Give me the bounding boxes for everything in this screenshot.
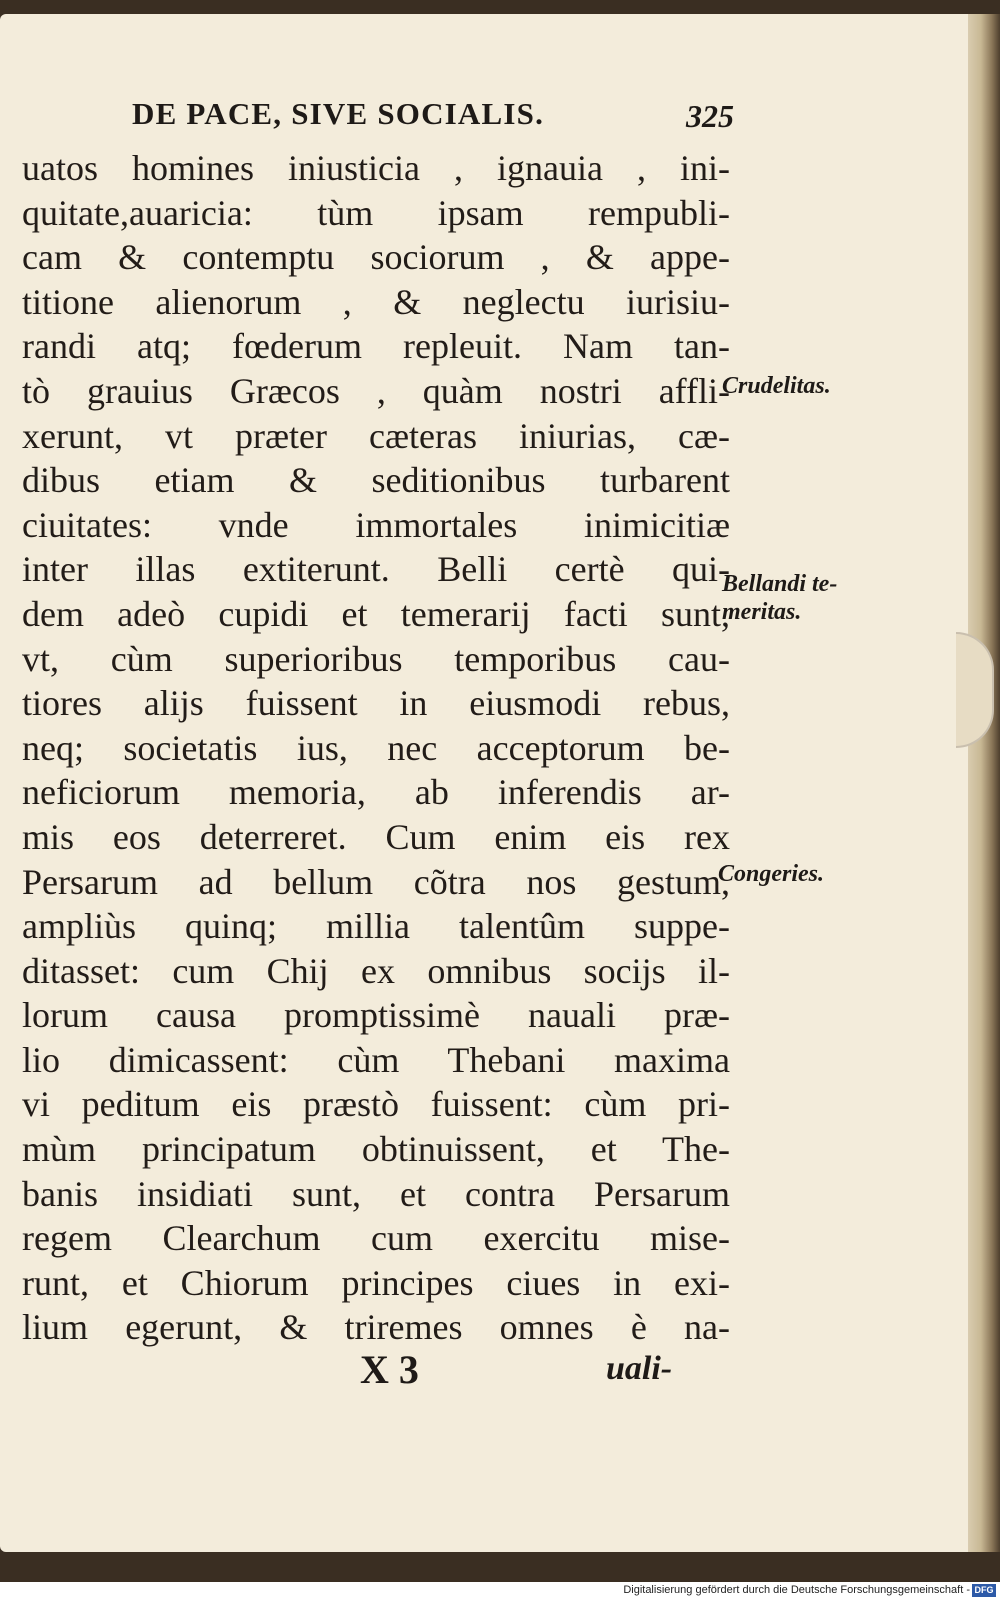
text-line: banis insidiati sunt, et contra Persarum: [22, 1173, 730, 1214]
text-line: neficiorum memoria, ab inferendis ar-: [22, 772, 730, 813]
signature-mark: X 3: [360, 1347, 419, 1392]
page-header: [132, 96, 752, 136]
page-number: 325: [686, 98, 734, 134]
text-line: lorum causa promptissimè nauali præ-: [22, 995, 730, 1036]
text-line: vt, cùm superioribus temporibus cau-: [22, 638, 730, 679]
text-line: quitate,auaricia: tùm ipsam rempubli-: [22, 192, 730, 233]
text-line: ditasset: cum Chij ex omnibus socijs il-: [22, 950, 730, 991]
digitization-credit: Digitalisierung gefördert durch die Deutsche Forschungsgemeinschaft -: [623, 1584, 970, 1596]
text-line: lium egerunt, & triremes omnes è na-: [22, 1307, 730, 1348]
page-edge: [968, 14, 1000, 1552]
text-line: xerunt, vt præter cæteras iniurias, cæ-: [22, 415, 730, 456]
text-line: tiores alijs fuissent in eiusmodi rebus,: [22, 683, 730, 724]
body-text: [22, 146, 730, 1350]
text-line: mùm principatum obtinuissent, et The-: [22, 1129, 730, 1170]
text-line: regem Clearchum cum exercitu mise-: [22, 1218, 730, 1259]
margin-note-crudelitas: Crudelitas.: [722, 373, 831, 399]
text-line: neq; societatis ius, nec acceptorum be-: [22, 727, 730, 768]
margin-note-bellandi: Bellandi te- meritas.: [722, 571, 838, 625]
text-line: ciuitates: vnde immortales inimicitiæ: [22, 504, 730, 545]
page-footer: [0, 1346, 968, 1396]
book-page: [0, 14, 968, 1552]
text-line: vi peditum eis præstò fuissent: cùm pri-: [22, 1084, 730, 1125]
credit-bar: [0, 1582, 1000, 1600]
margin-note-congeries: Congeries.: [718, 861, 825, 887]
text-line: Persarum ad bellum cõtra nos gestum,: [22, 861, 730, 902]
catchword: uali-: [606, 1350, 673, 1387]
text-line: lio dimicassent: cùm Thebani maxima: [22, 1039, 730, 1080]
text-line: uatos homines iniusticia , ignauia , ini-: [22, 148, 730, 188]
text-line: cam & contemptu sociorum , & appe-: [22, 237, 730, 278]
text-line: inter illas extiterunt. Belli certè qui-: [22, 549, 730, 590]
text-line: dibus etiam & seditionibus turbarent: [22, 460, 730, 501]
dfg-logo: DFG: [972, 1584, 996, 1597]
text-line: titione alienorum , & neglectu iurisiu-: [22, 281, 730, 322]
text-line: runt, et Chiorum principes ciues in exi-: [22, 1262, 730, 1303]
text-line: ampliùs quinq; millia talentûm suppe-: [22, 906, 730, 947]
running-head: DE PACE, SIVE SOCIALIS.: [132, 96, 545, 131]
text-line: tò grauius Græcos , quàm nostri affli-: [22, 370, 730, 411]
text-line: dem adeò cupidi et temerarij facti sunt,: [22, 593, 730, 634]
text-line: randi atq; fœderum repleuit. Nam tan-: [22, 326, 730, 367]
text-line: mis eos deterreret. Cum enim eis rex: [22, 816, 730, 857]
